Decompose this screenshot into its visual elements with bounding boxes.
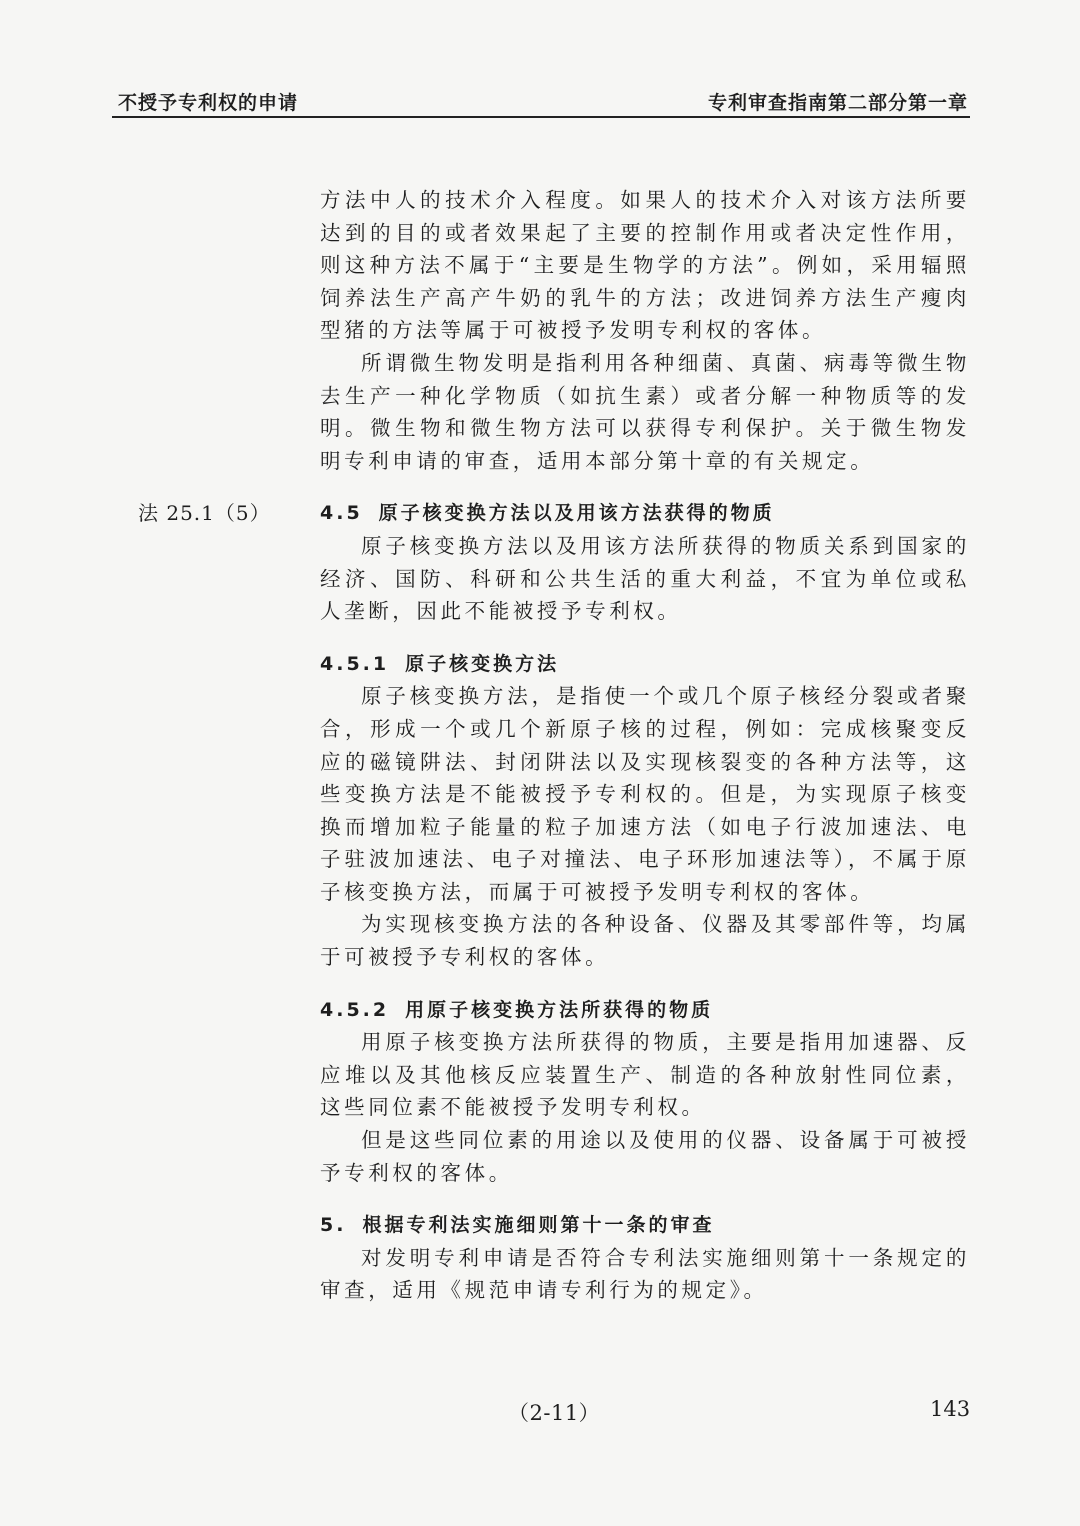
- section-number: 5.: [320, 1214, 347, 1237]
- paragraph: 但是这些同位素的用途以及使用的仪器、设备属于可被授予专利权的客体。: [320, 1128, 970, 1185]
- margin-law-reference: 法 25.1（5）: [138, 501, 271, 526]
- paragraph: 对发明专利申请是否符合专利法实施细则第十一条规定的审查，适用《规范申请专利行为的规定》。: [320, 1245, 970, 1303]
- page-body: [138, 184, 970, 1307]
- section-heading-4-5: [138, 497, 970, 530]
- header-chapter-title: 不授予专利权的申请: [118, 92, 299, 114]
- section-title: 用原子核变换方法所获得的物质: [405, 998, 714, 1021]
- section-title: 原子核变换方法以及用该方法获得的物质: [378, 502, 775, 525]
- paragraph: 用原子核变换方法所获得的物质，主要是指用加速器、反应堆以及其他核反应装置生产、制造的各种放射性同位素，这些同位素不能被授予发明专利权。: [320, 1030, 970, 1120]
- page-number: 143: [930, 1397, 971, 1421]
- paragraph: 原子核变换方法以及用该方法所获得的物质关系到国家的经济、国防、科研和公共生活的重大利益，不宜为单位或私人垄断，因此不能被授予专利权。: [320, 533, 970, 624]
- section-number: 4.5.1: [320, 652, 390, 675]
- section-number: 4.5: [320, 502, 363, 525]
- header-guide-section: 专利审查指南第二部分第一章: [707, 92, 968, 114]
- section-number: 4.5.2: [320, 998, 390, 1021]
- section-heading-4-5-2: [320, 994, 970, 1027]
- paragraph: 原子核变换方法，是指使一个或几个原子核经分裂或者聚合，形成一个或几个新原子核的过程，例如：完成核聚变反应的磁镜阱法、封闭阱法以及实现核裂变的各种方法等，这些变换方法是不能被授予专利权的。但是，为实现原子核变换而增加粒子能量的粒子加速方法（如电子行波加速法、电子驻波加速法、电子对撞法、电子环形加速法等），不属于原子核变换方法，而属于可被授予发明专利权的客体。: [320, 684, 970, 904]
- paragraph: 为实现核变换方法的各种设备、仪器及其零部件等，均属于可被授予专利权的客体。: [320, 912, 970, 970]
- paragraph: 方法中人的技术介入程度。如果人的技术介入对该方法所要达到的目的或者效果起了主要的控制作用或者决定性作用，则这种方法不属于“主要是生物学的方法”。例如，采用辐照饲养法生产高产牛奶的乳牛的方法；改进饲养方法生产瘦肉型猪的方法等属于可被授予发明专利权的客体。: [320, 188, 970, 343]
- section-heading-5: [320, 1209, 970, 1242]
- footer-section-code: （2-11）: [508, 1401, 601, 1425]
- paragraph: 所谓微生物发明是指利用各种细菌、真菌、病毒等微生物去生产一种化学物质（如抗生素）或者分解一种物质等的发明。微生物和微生物方法可以获得专利保护。关于微生物发明专利申请的审查，适用本部分第十章的有关规定。: [320, 350, 970, 473]
- section-title: 原子核变换方法: [405, 652, 560, 675]
- running-header: [112, 88, 970, 118]
- section-title: 根据专利法实施细则第十一条的审查: [362, 1214, 715, 1237]
- section-heading-4-5-1: [320, 648, 970, 681]
